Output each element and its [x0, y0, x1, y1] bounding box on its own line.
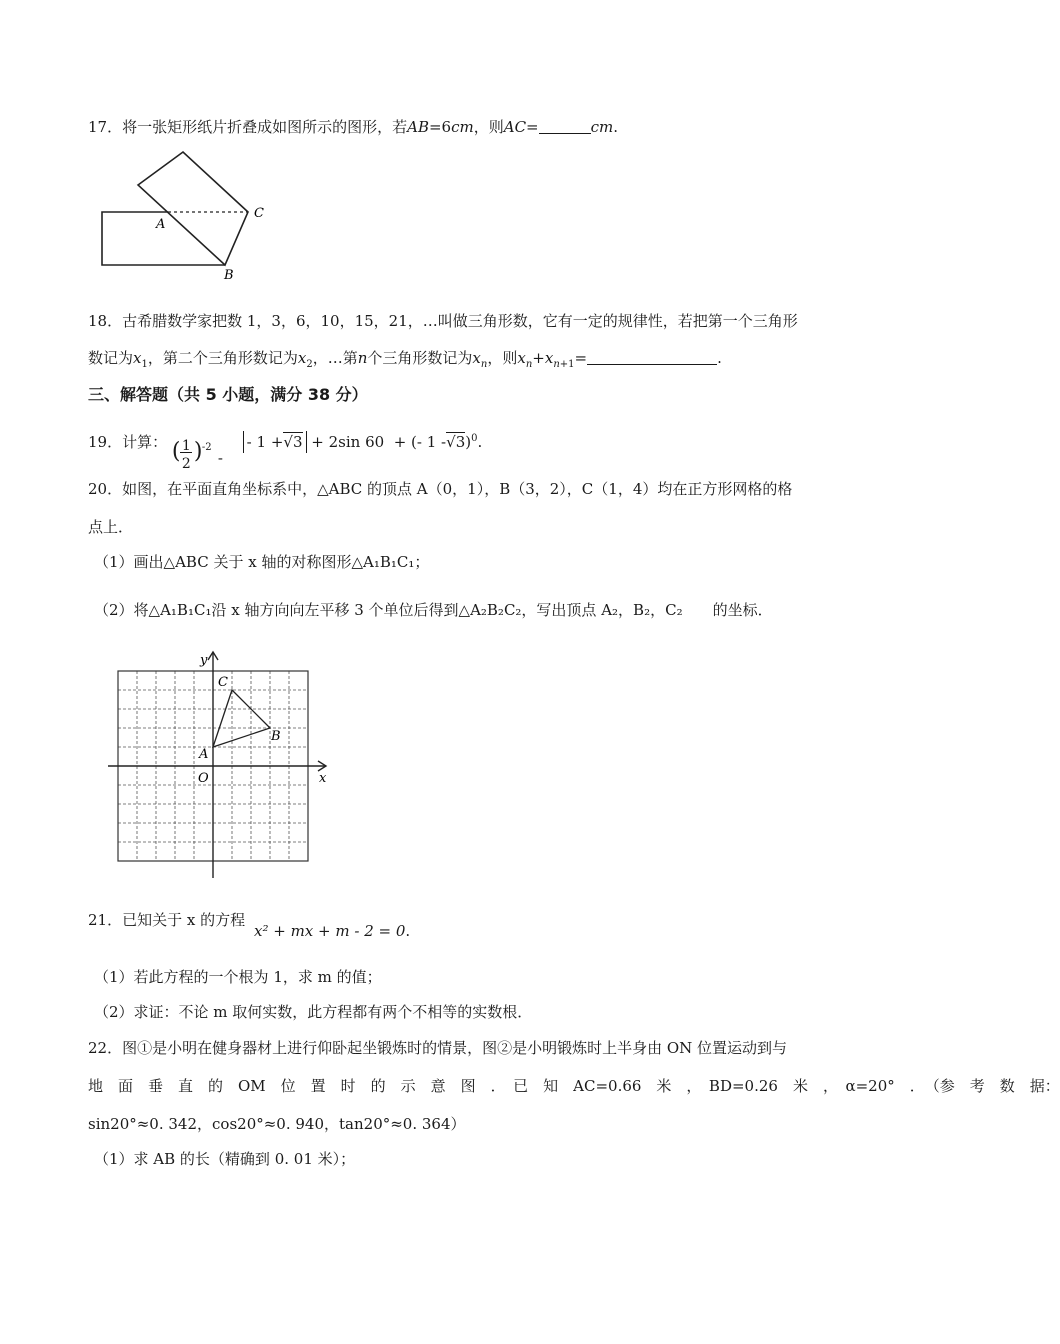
q17-text: 17．将一张矩形纸片折叠成如图所示的图形，若AB=6cm，则AC= cm.: [88, 118, 619, 136]
point-a-label: A: [199, 747, 209, 762]
axis-label-y: y: [200, 653, 208, 668]
q21-text: 21．已知关于 x 的方程: [88, 911, 246, 929]
q20-coordinate-grid: [108, 646, 348, 886]
origin-label: O: [198, 771, 209, 786]
q22-line2: 地 面 垂 直 的 OM 位 置 时 的 示 意 图 ． 已 知 AC=0.66 米 ， BD=0.26 米 ， α=20° ． （参 考 数 据：: [88, 1077, 1060, 1095]
q21-equation: x² + mx + m - 2 = 0.: [254, 922, 411, 940]
q20-line1: 20．如图，在平面直角坐标系中，△ABC 的顶点 A（0，1），B（3，2），C（1，4）均在正方形网格的格: [88, 480, 793, 498]
q20-line2: 点上．: [88, 518, 134, 536]
q22-line1: 22．图①是小明在健身器材上进行仰卧起坐锻炼时的情景，图②是小明锻炼时上半身由 ON 位置运动到与: [88, 1039, 788, 1057]
q22-sub1: （1）求 AB 的长（精确到 0. 01 米）；: [94, 1150, 356, 1168]
answer-blank: [539, 118, 591, 134]
q20-sub1: （1）画出△ABC 关于 x 轴的对称图形△A₁B₁C₁；: [94, 553, 430, 571]
axis-label-x: x: [319, 771, 327, 786]
point-b-label: B: [271, 729, 281, 744]
q18-line1: 18．古希腊数学家把数 1，3，6，10，15，21，…叫做三角形数，它有一定的规律性，若把第一个三角形: [88, 312, 798, 330]
q17-folded-paper-figure: [90, 146, 290, 286]
q17-label-a: A: [156, 217, 166, 232]
q20-sub2: （2）将△A₁B₁C₁沿 x 轴方向向左平移 3 个单位后得到△A₂B₂C₂，写出顶点 A₂，B₂，C₂ 的坐标．: [94, 601, 773, 619]
q18-line2: 数记为$x_1$，第二个三角形数记为$x_2$，…第n个三角形数记为$x_n$，则$x_n+x_{n+1}=$ .: [88, 349, 722, 370]
section-title: 三、解答题（共 5 小题，满分 38 分）: [88, 385, 368, 404]
point-c-label: C: [218, 675, 228, 690]
q19-text: 19．计算： ( 1 2 ) -2 - - 1 +√3 + 2sin 60 + (- 1 -√3)$^0$.: [88, 433, 483, 472]
answer-blank: [587, 349, 717, 365]
q21-sub2: （2）求证：不论 m 取何实数，此方程都有两个不相等的实数根．: [94, 1003, 533, 1021]
q21-sub1: （1）若此方程的一个根为 1，求 m 的值；: [94, 968, 382, 986]
q22-line3: sin20°≈0. 342，cos20°≈0. 940，tan20°≈0. 364）: [88, 1115, 466, 1133]
q17-label-b: B: [224, 268, 234, 283]
q17-label-c: C: [254, 206, 264, 221]
